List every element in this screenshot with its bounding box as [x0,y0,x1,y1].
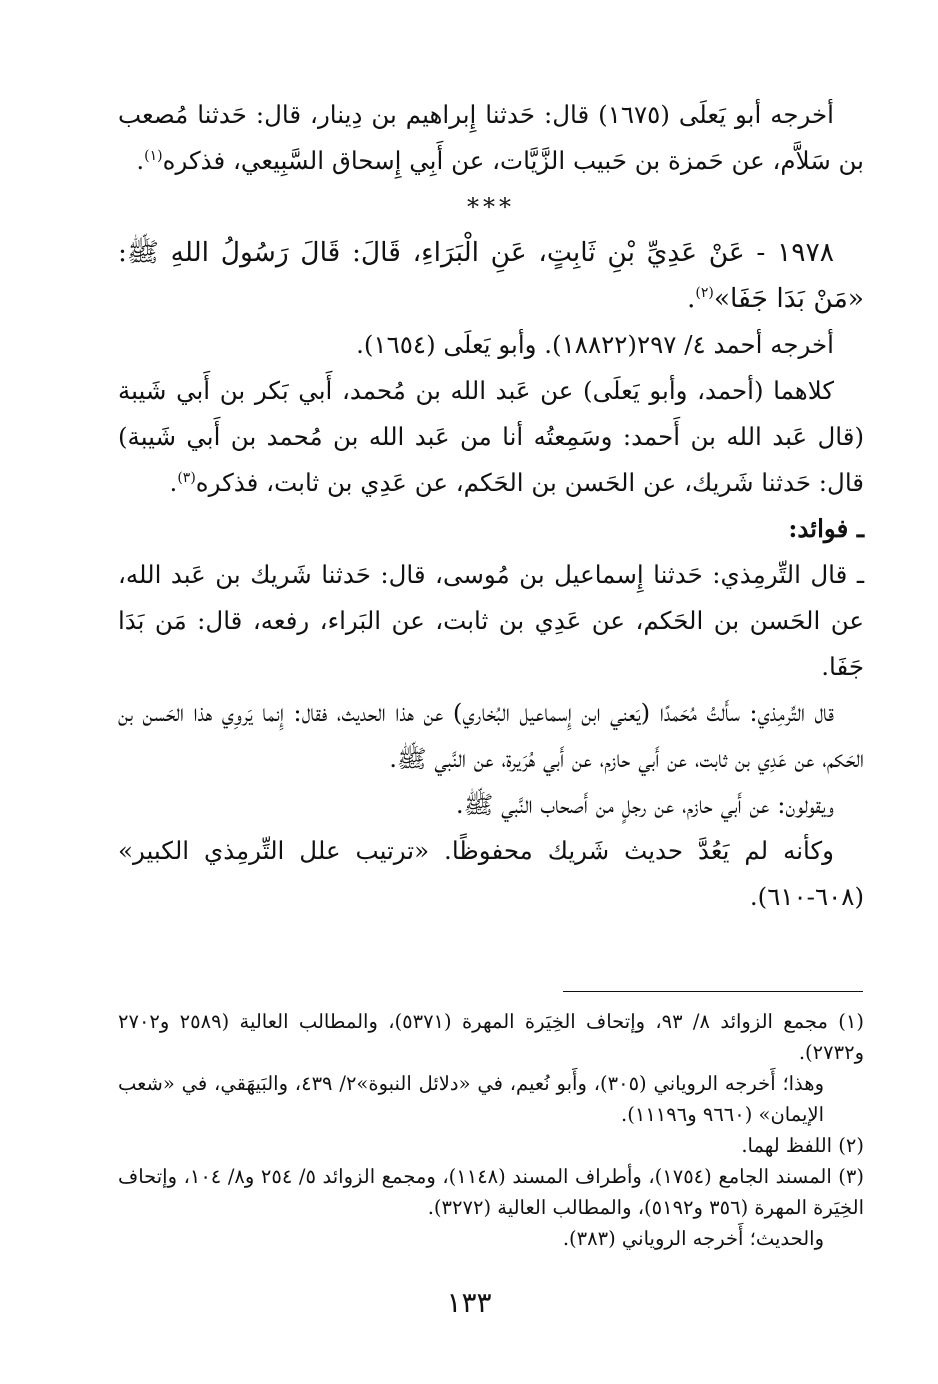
hadith-end: . [686,283,696,314]
paragraph-tirmidhi-4: وكأنه لم يَعُدَّ حديث شَريك محفوظًا. «ترتيب علل التِّرمِذي الكبير» (٦٠٨-٦١٠). [118,836,864,911]
paragraph-tirmidhi-3: ويقولون: عن أَبي حازم، عن رجلٍ من أَصحاب النَّبي ﷺ. [455,790,834,819]
footnote-ref-2[interactable]: (٢) [695,285,714,302]
footnote-divider [563,991,863,992]
paragraph-takhrij-1 [118,92,864,184]
footnote-ref-1[interactable]: (١) [144,147,163,164]
fawaid-heading: ـ فوائد: [788,514,864,543]
footnote-ref-3[interactable]: (٣) [177,469,196,486]
paragraph-end: . [136,146,145,175]
footnote-2: (٢) اللفظ لهما. [741,1134,864,1157]
footnote-1-continued: وهذا؛ أَخرجه الروياني (٣٠٥)، وأَبو نُعيم، في «دلائل النبوة»٢/ ٤٣٩، والبَيهَقي، في «شعب الإيمان» (٩٦٦٠ و١١١٩٦). [118,1072,824,1126]
paragraph-chain [118,368,864,506]
footnote-3-continued: والحديث؛ أَخرجه الروياني (٣٨٣). [562,1227,824,1250]
footnotes [118,1006,864,1254]
paragraph-text: كلاهما (أحمد، وأبو يَعلَى) عن عَبد الله بن مُحمد، أَبي بَكر بن أَبي شَيبة (قال عَبد الله بن أَحمد: وسَمِعتُه أنا من عَبد الله بن مُحمد بن أَبي شَيبة) قال: حَدثنا شَريك، عن الحَسن بن الحَكم، عن عَدِي بن ثابت، فذكره [118,376,864,497]
footnote-1: (١) مجمع الزوائد ٨/ ٩٣، وإتحاف الخِيَرة المهرة (٥٣٧١)، والمطالب العالية (٢٥٨٩ و٢٧٠٢ و٢٧٣٢). [118,1010,864,1064]
paragraph-text: أخرجه أبو يَعلَى (١٦٧٥) قال: حَدثنا إِبراهيم بن دِينار، قال: حَدثنا مُصعب بن سَلاَّم، عن حَمزة بن حَبيب الزَّيَّات، عن أَبِي إِسحاق السَّبِيعي، فذكره [118,100,864,175]
paragraph-end: . [169,468,178,497]
main-text [118,92,864,920]
footnote-3: (٣) المسند الجامع (١٧٥٤)، وأطراف المسند (١١٤٨)، ومجمع الزوائد ٥/ ٢٥٤ و٨/ ١٠٤، وإتحاف الخِيَرة المهرة (٣٥٦ و٥١٩٢)، والمطالب العالية (٣٢٧٢). [118,1165,865,1219]
hadith-body: عَنْ عَدِيِّ بْنِ ثَابِتٍ، عَنِ الْبَرَاءِ، قَالَ: قَالَ رَسُولُ اللهِ ﷺ: «مَنْ بَدَا جَفَا» [118,237,864,314]
paragraph-tirmidhi-1: ـ قال التِّرمِذي: حَدثنا إِسماعيل بن مُوسى، قال: حَدثنا شَريك بن عَبد الله، عن الحَسن بن الحَكم، عن عَدِي بن ثابت، عن البَراء، رفعه، قال: مَن بَدَا جَفَا. [118,560,864,681]
paragraph-takhrij-2: أخرجه أحمد ٤/ ٢٩٧(١٨٨٢٢). وأبو يَعلَى (١٦٥٤). [356,330,834,359]
page-number: ١٣٣ [446,1286,492,1319]
section-separator: *** [467,193,515,221]
hadith-number: ١٩٧٨ - [756,237,834,268]
hadith-text [118,230,864,322]
paragraph-tirmidhi-2: قال التِّرمِذي: سأَلتُ مُحَمدًا (يَعني ابن إِسماعيل البُخاري) عن هذا الحديث، فقال: إِنما يَروِي هذا الحَسن بن الحَكم، عن عَدِي بن ثابت، عن أَبي حازم، عن أَبي هُرَيرة، عن النَّبي ﷺ. [118,698,864,773]
